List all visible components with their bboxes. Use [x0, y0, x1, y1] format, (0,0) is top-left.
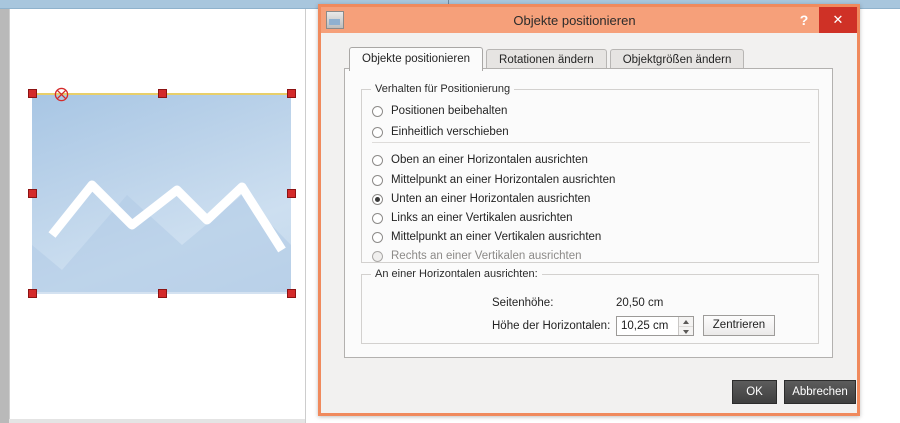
horizontal-height-label: Höhe der Horizontalen:: [492, 320, 611, 332]
help-button[interactable]: ?: [799, 12, 809, 28]
radio-move-uniformly[interactable]: Einheitlich verschieben: [372, 123, 509, 141]
page-height-value: 20,50 cm: [616, 297, 664, 309]
tab-position-objects[interactable]: Objekte positionieren: [349, 47, 483, 71]
radio-indicator: [372, 194, 383, 205]
radio-indicator: [372, 232, 383, 243]
chevron-down-icon[interactable]: [679, 327, 693, 336]
mountain-graphic-icon: [32, 95, 291, 294]
radio-indicator: [372, 213, 383, 224]
tab-panel-position-objects: [344, 68, 833, 358]
picture-frame: [32, 93, 291, 292]
behaviour-group-title: Verhalten für Positionierung: [371, 83, 514, 95]
resize-handle[interactable]: [158, 89, 167, 98]
radio-align-bottom-horizontal[interactable]: Unten an einer Horizontalen ausrichten: [372, 190, 590, 208]
align-horizontal-group-title: An einer Horizontalen ausrichten:: [371, 268, 542, 280]
resize-handle[interactable]: [287, 89, 296, 98]
spinner-arrows[interactable]: [678, 317, 693, 335]
radio-align-left-vertical[interactable]: Links an einer Vertikalen ausrichten: [372, 209, 573, 227]
tab-change-rotations[interactable]: Rotationen ändern: [486, 49, 607, 71]
cancel-button[interactable]: Abbrechen: [784, 380, 856, 404]
anchor-to-paragraph-icon[interactable]: [54, 87, 69, 102]
radio-align-center-vertical[interactable]: Mittelpunkt an einer Vertikalen ausrichten: [372, 228, 601, 246]
radio-align-right-vertical[interactable]: Rechts an einer Vertikalen ausrichten: [372, 247, 582, 265]
resize-handle[interactable]: [287, 189, 296, 198]
horizontal-height-value: 10,25 cm: [621, 320, 669, 332]
radio-indicator: [372, 175, 383, 186]
resize-handle[interactable]: [158, 289, 167, 298]
resize-handle[interactable]: [28, 189, 37, 198]
horizontal-height-input[interactable]: [616, 316, 694, 336]
radio-indicator: [372, 155, 383, 166]
radio-align-center-horizontal[interactable]: Mittelpunkt an einer Horizontalen ausrichten: [372, 171, 615, 189]
page-height-label: Seitenhöhe:: [492, 297, 554, 309]
position-objects-dialog[interactable]: [318, 4, 860, 416]
radio-align-top-horizontal[interactable]: Oben an einer Horizontalen ausrichten: [372, 151, 588, 169]
presentation-app-icon: [326, 11, 344, 29]
radio-indicator: [372, 106, 383, 117]
chevron-up-icon[interactable]: [679, 317, 693, 327]
close-icon[interactable]: ✕: [819, 7, 857, 33]
ok-button[interactable]: OK: [732, 380, 777, 404]
dialog-title-bar[interactable]: [321, 7, 857, 33]
resize-handle[interactable]: [28, 89, 37, 98]
behaviour-group: [361, 83, 819, 263]
radio-indicator: [372, 251, 383, 262]
radio-indicator: [372, 127, 383, 138]
page-right-edge: [305, 9, 306, 423]
workspace-background: [0, 9, 9, 423]
radio-keep-positions[interactable]: Positionen beibehalten: [372, 102, 507, 120]
center-button[interactable]: Zentrieren: [703, 315, 775, 336]
mountain-picture-object[interactable]: [32, 93, 291, 292]
tab-change-object-sizes[interactable]: Objektgrößen ändern: [610, 49, 745, 71]
group-divider: [372, 142, 810, 143]
align-horizontal-group: [361, 268, 819, 344]
dialog-title: Objekte positionieren: [513, 12, 636, 28]
page-bottom-shadow: [9, 419, 305, 423]
resize-handle[interactable]: [287, 289, 296, 298]
resize-handle[interactable]: [28, 289, 37, 298]
